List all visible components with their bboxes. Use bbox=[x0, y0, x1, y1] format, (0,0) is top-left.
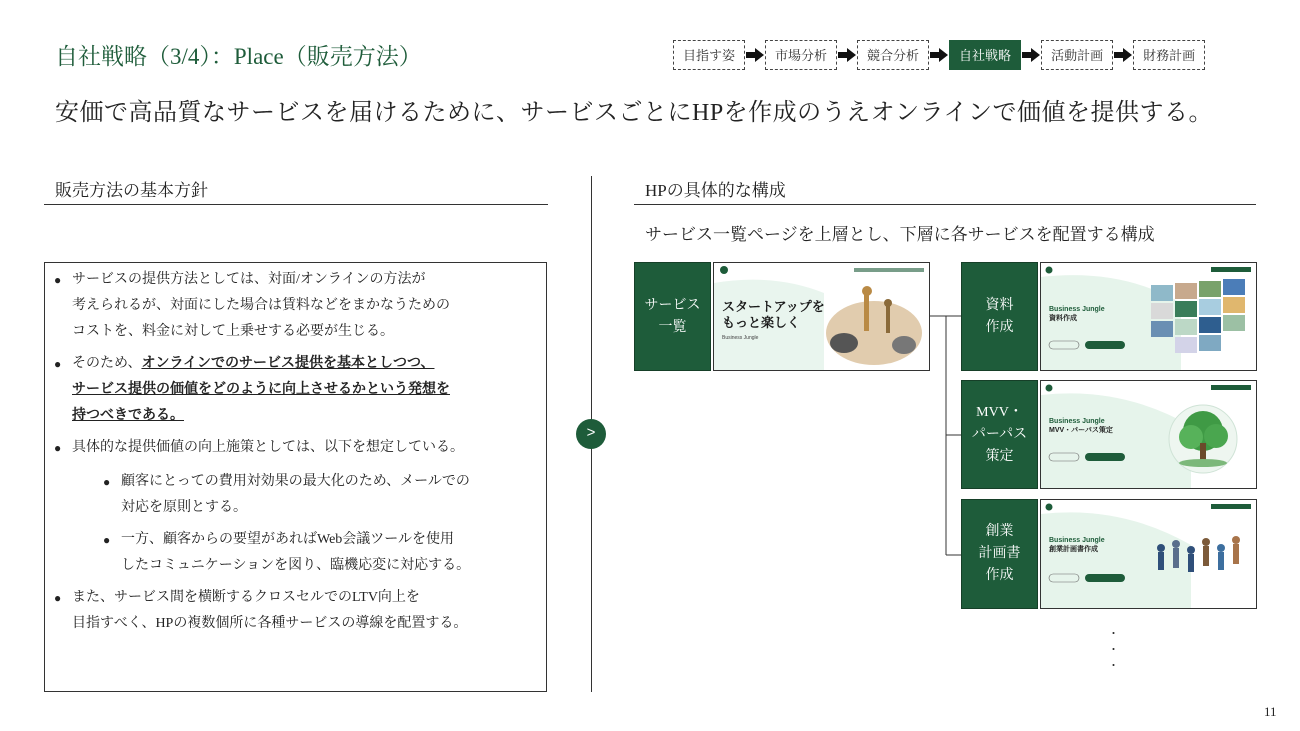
label-line: 計画書 bbox=[978, 546, 1021, 561]
step-katsudou-keikaku[interactable]: 活動計画 bbox=[1041, 40, 1113, 70]
step-zaimu-keikaku[interactable]: 財務計画 bbox=[1133, 40, 1205, 70]
label-line: パーパス bbox=[971, 426, 1028, 442]
bullet-prefix: そのため、 bbox=[72, 356, 142, 371]
bullet-line: 一方、顧客からの要望があればWeb会議ツールを使用 bbox=[121, 532, 455, 547]
arrow-right-icon bbox=[837, 48, 857, 62]
sougyou-page-thumbnail bbox=[1040, 499, 1257, 609]
step-kyougou-bunseki[interactable]: 競合分析 bbox=[857, 40, 929, 70]
arrow-right-icon bbox=[929, 48, 949, 62]
bullet-line: また、サービス間を横断するクロスセルでのLTV向上を bbox=[72, 590, 420, 605]
thumb-service: MVV・パーパス策定 bbox=[1049, 427, 1113, 434]
bullet-line: 対応を原則とする。 bbox=[121, 500, 247, 515]
bullet-line: 顧客にとっての費用対効果の最大化のため、メールでの bbox=[121, 474, 470, 489]
label-line: MVV・ bbox=[976, 404, 1023, 420]
bullet-line: 具体的な提供価値の向上施策としては、以下を想定している。 bbox=[72, 440, 464, 455]
bullet-line: コストを、料金に対して上乗せする必要が生じる。 bbox=[72, 324, 394, 339]
shiryou-page-thumbnail bbox=[1040, 262, 1257, 371]
bullet-line: サービスの提供方法としては、対面/オンラインの方法が bbox=[72, 272, 426, 287]
ellipsis-dot: ・ bbox=[1108, 660, 1119, 672]
thumb-service: 資料作成 bbox=[1049, 315, 1077, 322]
structure-description: サービス一覧ページを上層とし、下層に各サービスを配置する構成 bbox=[645, 225, 1155, 244]
label-line: 一覧 bbox=[658, 319, 687, 335]
hero-headline: もっと楽しく bbox=[722, 315, 801, 330]
bullet-dot: ● bbox=[54, 591, 62, 605]
arrow-right-icon bbox=[745, 48, 765, 62]
step-mezasu-sugata[interactable]: 目指す姿 bbox=[673, 40, 745, 70]
left-section-heading: 販売方法の基本方針 bbox=[55, 181, 208, 200]
next-arrow-circle: > bbox=[576, 419, 606, 449]
child-label-shiryou bbox=[961, 262, 1038, 371]
bullet-item bbox=[54, 435, 464, 461]
ellipsis-dot: ・ bbox=[1108, 628, 1119, 640]
thumb-brand: Business Jungle bbox=[1049, 306, 1105, 313]
label-line: 作成 bbox=[985, 319, 1014, 335]
bullet-dot: ● bbox=[103, 533, 111, 547]
emphasis-text: サービス提供の価値をどのように向上させるかという発想を bbox=[72, 382, 450, 397]
emphasis-text: 持つべきである。 bbox=[72, 408, 184, 423]
arrow-right-icon bbox=[1021, 48, 1041, 62]
tree-connector bbox=[930, 262, 962, 562]
hero-headline: スタートアップを bbox=[722, 299, 825, 314]
bullet-dot: ● bbox=[103, 475, 111, 489]
child-label-sougyou bbox=[961, 499, 1038, 609]
ellipsis-dot: ・ bbox=[1108, 644, 1119, 656]
bullet-dot: ● bbox=[54, 273, 62, 287]
hero-small-text: Business Jungle bbox=[722, 335, 759, 341]
service-list-label bbox=[634, 262, 711, 371]
service-list-page-thumbnail bbox=[713, 262, 930, 371]
more-items-ellipsis bbox=[1108, 626, 1119, 674]
thumb-brand: Business Jungle bbox=[1049, 418, 1105, 425]
mvv-page-thumbnail bbox=[1040, 380, 1257, 489]
bullet-item bbox=[54, 585, 467, 637]
thumb-service: 創業計画書作成 bbox=[1049, 546, 1098, 553]
sub-bullet-item bbox=[103, 469, 470, 521]
bullet-item bbox=[54, 267, 450, 345]
label-line: 資料 bbox=[985, 297, 1014, 313]
step-jisha-senryaku[interactable]: 自社戦略 bbox=[949, 40, 1021, 70]
page-title: 自社戦略（3/4）：Place（販売方法） bbox=[55, 44, 422, 69]
sub-bullet-item bbox=[103, 527, 470, 579]
key-message: 安価で高品質なサービスを届けるために、サービスごとにHPを作成のうえオンラインで価値を提供する。 bbox=[55, 100, 1213, 126]
thumb-brand: Business Jungle bbox=[1049, 537, 1105, 544]
label-line: 作成 bbox=[985, 568, 1014, 583]
emphasis-text: オンラインでのサービス提供を基本としつつ、 bbox=[141, 356, 435, 371]
label-line: 策定 bbox=[985, 448, 1014, 464]
child-label-mvv bbox=[961, 380, 1038, 489]
bullet-line: したコミュニケーションを図り、臨機応変に対応する。 bbox=[121, 558, 471, 573]
arrow-right-icon bbox=[1113, 48, 1133, 62]
page-number: 11 bbox=[1264, 704, 1277, 719]
right-heading-rule bbox=[634, 204, 1256, 205]
step-navigation bbox=[673, 40, 1205, 70]
label-line: 創業 bbox=[985, 524, 1014, 539]
bullet-line: 考えられるが、対面にした場合は賃料などをまかなうための bbox=[72, 298, 450, 313]
policy-box bbox=[44, 262, 547, 692]
bullet-dot: ● bbox=[54, 357, 62, 371]
left-heading-rule bbox=[44, 204, 548, 205]
label-line: サービス bbox=[644, 297, 701, 313]
bullet-item bbox=[54, 351, 450, 429]
bullet-line: 目指すべく、HPの複数個所に各種サービスの導線を配置する。 bbox=[72, 616, 468, 631]
right-section-heading: HPの具体的な構成 bbox=[645, 181, 786, 200]
bullet-dot: ● bbox=[54, 441, 62, 455]
step-shijou-bunseki[interactable]: 市場分析 bbox=[765, 40, 837, 70]
